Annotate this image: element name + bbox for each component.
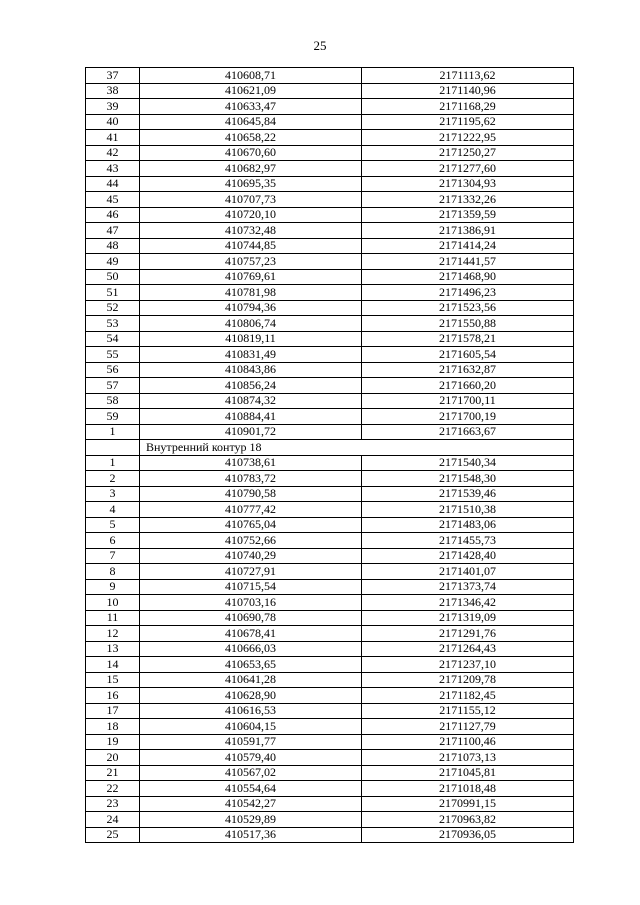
table-row	[86, 145, 574, 161]
x-coordinate-cell: 410529,89	[140, 812, 362, 828]
table-row	[86, 192, 574, 208]
table-row	[86, 114, 574, 130]
point-number-cell: 50	[86, 269, 140, 285]
point-number-cell: 10	[86, 595, 140, 611]
x-coordinate-cell: 410715,54	[140, 579, 362, 595]
x-coordinate-cell: 410757,23	[140, 254, 362, 270]
y-coordinate-cell: 2171140,96	[362, 83, 574, 99]
coordinates-table-body-contour-18	[86, 455, 574, 843]
table-row	[86, 486, 574, 502]
x-coordinate-cell: 410806,74	[140, 316, 362, 332]
y-coordinate-cell: 2171195,62	[362, 114, 574, 130]
x-coordinate-cell: 410645,84	[140, 114, 362, 130]
point-number-cell: 1	[86, 424, 140, 440]
table-row	[86, 68, 574, 84]
point-number-cell: 24	[86, 812, 140, 828]
y-coordinate-cell: 2171414,24	[362, 238, 574, 254]
table-row	[86, 595, 574, 611]
point-number-cell: 18	[86, 719, 140, 735]
point-number-cell: 54	[86, 331, 140, 347]
y-coordinate-cell: 2171510,38	[362, 502, 574, 518]
x-coordinate-cell: 410874,32	[140, 393, 362, 409]
table-row	[86, 517, 574, 533]
x-coordinate-cell: 410633,47	[140, 99, 362, 115]
x-coordinate-cell: 410884,41	[140, 409, 362, 425]
x-coordinate-cell: 410658,22	[140, 130, 362, 146]
x-coordinate-cell: 410783,72	[140, 471, 362, 487]
y-coordinate-cell: 2171127,79	[362, 719, 574, 735]
x-coordinate-cell: 410720,10	[140, 207, 362, 223]
point-number-cell: 17	[86, 703, 140, 719]
table-row	[86, 331, 574, 347]
table-row	[86, 99, 574, 115]
section-header-blank-cell	[86, 440, 140, 456]
table-row	[86, 362, 574, 378]
table-row	[86, 269, 574, 285]
y-coordinate-cell: 2171455,73	[362, 533, 574, 549]
y-coordinate-cell: 2171540,34	[362, 455, 574, 471]
table-row	[86, 750, 574, 766]
table-row	[86, 564, 574, 580]
point-number-cell: 20	[86, 750, 140, 766]
table-row	[86, 176, 574, 192]
point-number-cell: 44	[86, 176, 140, 192]
x-coordinate-cell: 410604,15	[140, 719, 362, 735]
y-coordinate-cell: 2171346,42	[362, 595, 574, 611]
table-row	[86, 641, 574, 657]
y-coordinate-cell: 2171155,12	[362, 703, 574, 719]
x-coordinate-cell: 410666,03	[140, 641, 362, 657]
point-number-cell: 38	[86, 83, 140, 99]
table-row	[86, 238, 574, 254]
table-row	[86, 502, 574, 518]
table-row	[86, 719, 574, 735]
table-row	[86, 781, 574, 797]
y-coordinate-cell: 2171264,43	[362, 641, 574, 657]
x-coordinate-cell: 410794,36	[140, 300, 362, 316]
y-coordinate-cell: 2171539,46	[362, 486, 574, 502]
coordinates-table	[85, 67, 574, 843]
x-coordinate-cell: 410554,64	[140, 781, 362, 797]
x-coordinate-cell: 410738,61	[140, 455, 362, 471]
y-coordinate-cell: 2171496,23	[362, 285, 574, 301]
table-row	[86, 130, 574, 146]
table-row	[86, 703, 574, 719]
point-number-cell: 7	[86, 548, 140, 564]
table-row	[86, 455, 574, 471]
point-number-cell: 49	[86, 254, 140, 270]
y-coordinate-cell: 2170963,82	[362, 812, 574, 828]
table-row	[86, 471, 574, 487]
table-row	[86, 254, 574, 270]
x-coordinate-cell: 410621,09	[140, 83, 362, 99]
point-number-cell: 3	[86, 486, 140, 502]
point-number-cell: 1	[86, 455, 140, 471]
table-row	[86, 347, 574, 363]
section-header-row	[86, 440, 574, 456]
table-row	[86, 734, 574, 750]
x-coordinate-cell: 410641,28	[140, 672, 362, 688]
point-number-cell: 8	[86, 564, 140, 580]
table-row	[86, 285, 574, 301]
x-coordinate-cell: 410781,98	[140, 285, 362, 301]
y-coordinate-cell: 2171523,56	[362, 300, 574, 316]
y-coordinate-cell: 2170991,15	[362, 796, 574, 812]
point-number-cell: 16	[86, 688, 140, 704]
point-number-cell: 45	[86, 192, 140, 208]
y-coordinate-cell: 2171319,09	[362, 610, 574, 626]
point-number-cell: 52	[86, 300, 140, 316]
table-row	[86, 579, 574, 595]
table-row	[86, 827, 574, 843]
point-number-cell: 56	[86, 362, 140, 378]
point-number-cell: 46	[86, 207, 140, 223]
x-coordinate-cell: 410653,65	[140, 657, 362, 673]
y-coordinate-cell: 2171548,30	[362, 471, 574, 487]
point-number-cell: 23	[86, 796, 140, 812]
table-row	[86, 223, 574, 239]
x-coordinate-cell: 410769,61	[140, 269, 362, 285]
point-number-cell: 25	[86, 827, 140, 843]
table-row	[86, 424, 574, 440]
point-number-cell: 43	[86, 161, 140, 177]
x-coordinate-cell: 410695,35	[140, 176, 362, 192]
x-coordinate-cell: 410682,97	[140, 161, 362, 177]
y-coordinate-cell: 2171209,78	[362, 672, 574, 688]
x-coordinate-cell: 410777,42	[140, 502, 362, 518]
x-coordinate-cell: 410707,73	[140, 192, 362, 208]
point-number-cell: 2	[86, 471, 140, 487]
point-number-cell: 21	[86, 765, 140, 781]
y-coordinate-cell: 2171359,59	[362, 207, 574, 223]
table-row	[86, 533, 574, 549]
table-row	[86, 610, 574, 626]
x-coordinate-cell: 410819,11	[140, 331, 362, 347]
y-coordinate-cell: 2171168,29	[362, 99, 574, 115]
x-coordinate-cell: 410901,72	[140, 424, 362, 440]
table-row	[86, 548, 574, 564]
x-coordinate-cell: 410843,86	[140, 362, 362, 378]
x-coordinate-cell: 410831,49	[140, 347, 362, 363]
y-coordinate-cell: 2171660,20	[362, 378, 574, 394]
table-row	[86, 626, 574, 642]
y-coordinate-cell: 2171632,87	[362, 362, 574, 378]
y-coordinate-cell: 2171578,21	[362, 331, 574, 347]
x-coordinate-cell: 410616,53	[140, 703, 362, 719]
point-number-cell: 42	[86, 145, 140, 161]
y-coordinate-cell: 2171237,10	[362, 657, 574, 673]
x-coordinate-cell: 410542,27	[140, 796, 362, 812]
y-coordinate-cell: 2171182,45	[362, 688, 574, 704]
y-coordinate-cell: 2171277,60	[362, 161, 574, 177]
y-coordinate-cell: 2171222,95	[362, 130, 574, 146]
x-coordinate-cell: 410678,41	[140, 626, 362, 642]
point-number-cell: 58	[86, 393, 140, 409]
point-number-cell: 41	[86, 130, 140, 146]
table-row	[86, 83, 574, 99]
table-row	[86, 688, 574, 704]
y-coordinate-cell: 2171468,90	[362, 269, 574, 285]
y-coordinate-cell: 2171483,06	[362, 517, 574, 533]
x-coordinate-cell: 410752,66	[140, 533, 362, 549]
point-number-cell: 39	[86, 99, 140, 115]
x-coordinate-cell: 410727,91	[140, 564, 362, 580]
y-coordinate-cell: 2171441,57	[362, 254, 574, 270]
point-number-cell: 48	[86, 238, 140, 254]
table-row	[86, 796, 574, 812]
section-title: Внутренний контур 18	[140, 440, 574, 456]
y-coordinate-cell: 2170936,05	[362, 827, 574, 843]
x-coordinate-cell: 410744,85	[140, 238, 362, 254]
point-number-cell: 19	[86, 734, 140, 750]
point-number-cell: 53	[86, 316, 140, 332]
y-coordinate-cell: 2171373,74	[362, 579, 574, 595]
point-number-cell: 47	[86, 223, 140, 239]
y-coordinate-cell: 2171113,62	[362, 68, 574, 84]
y-coordinate-cell: 2171332,26	[362, 192, 574, 208]
y-coordinate-cell: 2171401,07	[362, 564, 574, 580]
table-row	[86, 316, 574, 332]
x-coordinate-cell: 410765,04	[140, 517, 362, 533]
point-number-cell: 14	[86, 657, 140, 673]
point-number-cell: 6	[86, 533, 140, 549]
table-row	[86, 812, 574, 828]
table-row	[86, 409, 574, 425]
section-header-body	[86, 440, 574, 456]
x-coordinate-cell: 410591,77	[140, 734, 362, 750]
table-row	[86, 672, 574, 688]
x-coordinate-cell: 410732,48	[140, 223, 362, 239]
x-coordinate-cell: 410517,36	[140, 827, 362, 843]
x-coordinate-cell: 410856,24	[140, 378, 362, 394]
y-coordinate-cell: 2171018,48	[362, 781, 574, 797]
point-number-cell: 22	[86, 781, 140, 797]
y-coordinate-cell: 2171663,67	[362, 424, 574, 440]
table-row	[86, 657, 574, 673]
y-coordinate-cell: 2171605,54	[362, 347, 574, 363]
table-row	[86, 300, 574, 316]
y-coordinate-cell: 2171700,11	[362, 393, 574, 409]
y-coordinate-cell: 2171291,76	[362, 626, 574, 642]
point-number-cell: 51	[86, 285, 140, 301]
y-coordinate-cell: 2171100,46	[362, 734, 574, 750]
table-row	[86, 765, 574, 781]
y-coordinate-cell: 2171045,81	[362, 765, 574, 781]
point-number-cell: 40	[86, 114, 140, 130]
point-number-cell: 57	[86, 378, 140, 394]
point-number-cell: 15	[86, 672, 140, 688]
x-coordinate-cell: 410740,29	[140, 548, 362, 564]
table-row	[86, 378, 574, 394]
point-number-cell: 55	[86, 347, 140, 363]
point-number-cell: 59	[86, 409, 140, 425]
page-number: 25	[313, 38, 327, 53]
y-coordinate-cell: 2171386,91	[362, 223, 574, 239]
y-coordinate-cell: 2171428,40	[362, 548, 574, 564]
point-number-cell: 37	[86, 68, 140, 84]
y-coordinate-cell: 2171073,13	[362, 750, 574, 766]
point-number-cell: 9	[86, 579, 140, 595]
x-coordinate-cell: 410628,90	[140, 688, 362, 704]
x-coordinate-cell: 410690,78	[140, 610, 362, 626]
y-coordinate-cell: 2171304,93	[362, 176, 574, 192]
x-coordinate-cell: 410790,58	[140, 486, 362, 502]
table-row	[86, 393, 574, 409]
point-number-cell: 12	[86, 626, 140, 642]
x-coordinate-cell: 410608,71	[140, 68, 362, 84]
x-coordinate-cell: 410670,60	[140, 145, 362, 161]
table-row	[86, 207, 574, 223]
point-number-cell: 5	[86, 517, 140, 533]
y-coordinate-cell: 2171250,27	[362, 145, 574, 161]
point-number-cell: 13	[86, 641, 140, 657]
y-coordinate-cell: 2171550,88	[362, 316, 574, 332]
point-number-cell: 11	[86, 610, 140, 626]
point-number-cell: 4	[86, 502, 140, 518]
table-row	[86, 161, 574, 177]
coordinates-table-body-main	[86, 68, 574, 440]
x-coordinate-cell: 410579,40	[140, 750, 362, 766]
y-coordinate-cell: 2171700,19	[362, 409, 574, 425]
x-coordinate-cell: 410703,16	[140, 595, 362, 611]
x-coordinate-cell: 410567,02	[140, 765, 362, 781]
